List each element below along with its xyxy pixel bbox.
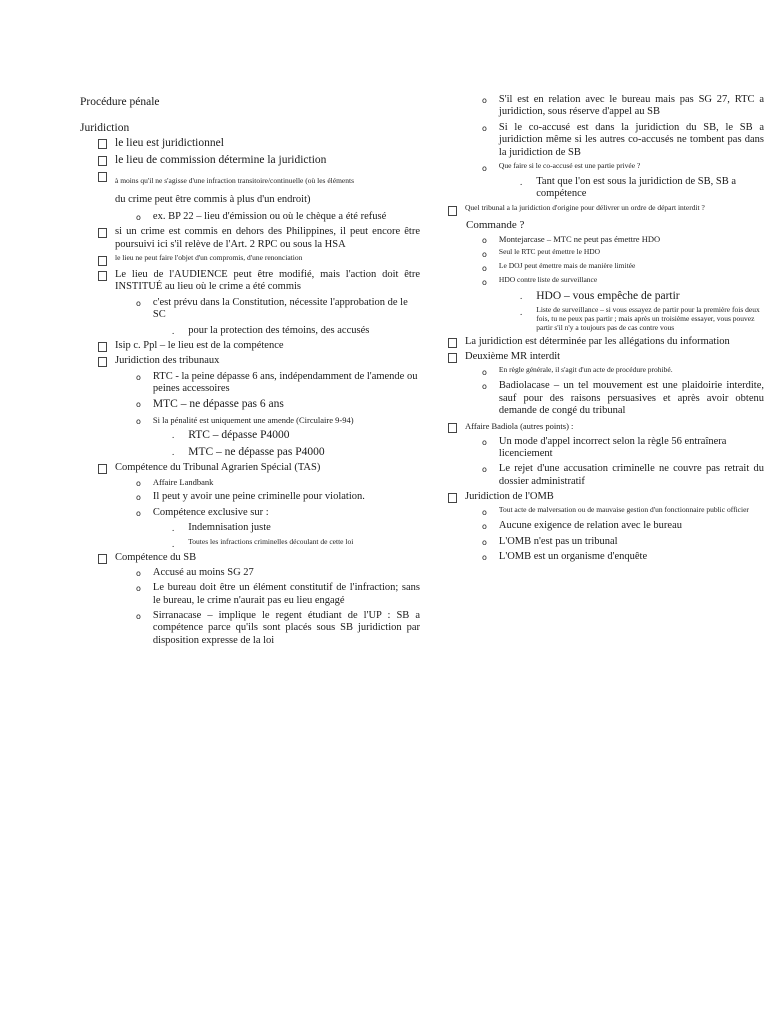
outline-item-text: Affaire Badiola (autres points) : [465,420,574,431]
outline-item [448,506,764,517]
square-bullet-icon [98,172,107,182]
outline-item [80,254,420,266]
outline-item-text: c'est prévu dans la Constitution, nécessite l'approbation de le SC [152,296,408,321]
circle-bullet-icon: o [482,263,487,273]
square-bullet-icon [98,342,107,352]
outline-item-text: Compétence du Tribunal Agrarien Spécial (TAS) [115,462,321,474]
circle-bullet-icon: o [482,382,487,392]
square-bullet-icon [448,493,457,503]
outline-item [80,137,420,151]
outline-item [80,582,420,607]
outline-item-text: Liste de surveillance – si vous essayez de partir pour la première fois deux fois, tu ne peux pas partir ; mais après un troisième essayer, vous pouvez partir s'il n'y a toujours pas de cas contre vous [536,305,760,332]
outline-item-text: Montejarcase – MTC ne peut pas émettre HDO [498,233,661,244]
outline-item-text: Que faire si le co-accusé est une partie privée ? [498,160,641,170]
square-bullet-icon [98,271,107,281]
square-bullet-icon [448,338,457,348]
square-bullet-icon [448,206,457,216]
circle-bullet-icon: o [136,298,141,308]
outline-item-text: S'il est en relation avec le bureau mais pas SG 27, RTC a juridiction, sous réserve d'appel au SB [498,94,764,118]
right-column [448,94,764,567]
circle-bullet-icon: o [482,123,487,133]
outline-item-text: le lieu ne peut faire l'objet d'un compromis, d'une renonciation [115,253,303,262]
circle-bullet-icon: o [136,612,141,622]
outline-item-text: L'OMB est un organisme d'enquête [498,551,648,563]
outline-item-text: RTC – dépasse P4000 [188,428,290,441]
outline-item [448,463,764,488]
dot-bullet-icon: . [520,290,523,301]
outline-item [448,436,764,461]
outline-item [80,226,420,251]
outline-item-text: Sirranacase – implique le regent étudiant de l'UP : SB a compétence parce qu'ils sont placés sous SB juridiction par disposition expresse de la loi [152,610,420,646]
circle-bullet-icon: o [482,465,487,475]
outline-item [80,462,420,474]
outline-item [80,507,420,519]
outline-item [448,366,764,377]
outline-item [80,398,420,412]
circle-bullet-icon: o [136,416,141,426]
outline-item [448,162,764,173]
outline-item-text: Toutes les infractions criminelles découlant de cette loi [188,536,354,546]
outline-item-text: Affaire Landbank [152,477,214,488]
outline-item [448,176,764,201]
outline-item-text: Compétence exclusive sur : [152,506,269,518]
circle-bullet-icon: o [482,522,487,532]
outline-item [448,306,764,333]
outline-item [448,520,764,532]
left-outline [80,137,420,647]
outline-item [80,340,420,352]
outline-item-text: le lieu de commission détermine la juridiction [115,153,327,166]
outline-item-text: Badiolacase – un tel mouvement est une plaidoirie interdite, sauf pour des raisons persuasives et après avoir obtenu demande de congé du tribunal [498,380,764,417]
outline-item [448,491,764,503]
outline-item-text: Deuxième MR interdit [465,351,561,363]
outline-item-text: Si le co-accusé est dans la juridiction du SB, le SB a juridiction même si les autres co-accusés ne tombent pas dans la juridiction de SB [498,121,764,158]
outline-item-text: Accusé au moins SG 27 [152,566,254,578]
circle-bullet-icon: o [136,479,141,489]
outline-item [448,248,764,259]
outline-item-text: Le rejet d'une accusation criminelle ne couvre pas retrait du dossier administratif [498,463,764,487]
outline-item [448,94,764,119]
circle-bullet-icon: o [482,368,487,378]
outline-item [448,276,764,287]
right-outline [448,94,764,564]
circle-bullet-icon: o [482,537,487,547]
circle-bullet-icon: o [482,235,487,245]
outline-item [448,551,764,563]
document-title: Procédure pénale [80,96,160,108]
outline-item [448,262,764,273]
outline-item [80,154,420,168]
outline-item [80,269,420,294]
outline-item-text: Indemnisation juste [188,522,271,534]
square-bullet-icon [98,464,107,474]
dot-bullet-icon: . [172,325,175,336]
outline-item-text-small: à moins qu'il ne s'agisse d'une infraction transitoire/continuelle (où les éléments [115,176,354,186]
dot-bullet-icon: . [520,307,523,318]
square-bullet-icon [98,357,107,367]
outline-item-text: Isip c. Ppl – le lieu est de la compétence [115,339,284,351]
outline-heading: Commande ? [466,218,525,231]
outline-item [80,610,420,647]
outline-item-text: La juridiction est déterminée par les allégations du information [465,335,730,347]
outline-item [80,538,420,549]
outline-item-text: Quel tribunal a la juridiction d'origine pour délivrer un ordre de départ interdit ? [465,202,705,212]
outline-item [80,211,420,223]
outline-item [448,290,764,304]
circle-bullet-icon: o [482,508,487,518]
square-bullet-icon [98,139,107,149]
outline-item [80,477,420,488]
outline-item [80,170,420,208]
circle-bullet-icon: o [482,96,487,105]
circle-bullet-icon: o [136,584,141,594]
outline-item-text-large: du crime peut être commis à plus d'un endroit) [115,194,311,205]
outline-item [448,351,764,363]
outline-item [448,234,764,245]
outline-item-text: Compétence du SB [115,551,197,563]
dot-bullet-icon: . [520,176,523,187]
outline-item [448,421,764,433]
outline-item [80,491,420,503]
outline-item [80,567,420,579]
dot-bullet-icon: . [172,429,175,440]
dot-bullet-icon: . [172,538,175,549]
outline-item-text: Il peut y avoir une peine criminelle pour violation. [152,491,365,503]
outline-item-text: ex. BP 22 – lieu d'émission ou où le chèque a été refusé [152,210,387,222]
outline-item-text: L'OMB n'est pas un tribunal [498,535,618,547]
outline-item [80,297,420,322]
outline-item-text: Juridiction de l'OMB [465,491,554,503]
outline-item-text: Le bureau doit être un élément constitutif de l'infraction; sans le bureau, le crime n'aurait pas eu lieu engagé [152,582,420,606]
outline-item [80,415,420,426]
outline-item-text: HDO contre liste de surveillance [498,274,598,284]
circle-bullet-icon: o [482,163,487,173]
outline-item-text: RTC - la peine dépasse 6 ans, indépendamment de l'amende ou peines accessoires [152,370,418,394]
outline-item-text: Tant que l'on est sous la juridiction de SB, SB a compétence [536,175,737,200]
square-bullet-icon [98,156,107,166]
outline-item [80,522,420,534]
circle-bullet-icon: o [136,212,141,222]
circle-bullet-icon: o [136,400,141,410]
circle-bullet-icon: o [482,277,487,287]
dot-bullet-icon: . [172,523,175,534]
outline-item-text: Tout acte de malversation ou de mauvaise gestion d'un fonctionnaire public officier [498,505,749,515]
outline-item [448,336,764,348]
outline-item [80,371,420,396]
outline-item [80,446,420,460]
section-title-juridiction: Juridiction [80,122,130,134]
outline-item-text: Le lieu de l'AUDIENCE peut être modifié, mais l'action doit être INSTITUÉ au lieu où le crime a été commis [115,269,420,293]
circle-bullet-icon: o [136,493,141,503]
outline-item-text: Un mode d'appel incorrect selon la règle 56 entraînera licenciement [498,435,727,459]
square-bullet-icon [98,256,107,266]
circle-bullet-icon: o [482,249,487,259]
square-bullet-icon [448,423,457,433]
outline-item-text: si un crime est commis en dehors des Philippines, il peut encore être poursuivi ici s'il relève de l'Art. 2 RPC ou sous la HSA [115,226,420,250]
circle-bullet-icon: o [482,553,487,563]
outline-item-text [115,170,420,208]
circle-bullet-icon: o [136,508,141,518]
outline-item [80,355,420,367]
left-column [80,96,420,650]
outline-item-text: Le DOJ peut émettre mais de manière limitée [498,260,636,270]
outline-item-text: le lieu est juridictionnel [115,137,224,149]
dot-bullet-icon: . [172,446,175,457]
outline-item-text: Juridiction des tribunaux [115,355,220,367]
circle-bullet-icon: o [136,372,141,382]
outline-item [448,204,764,216]
outline-item [80,325,420,337]
outline-item [448,536,764,548]
circle-bullet-icon: o [482,437,487,447]
outline-item-text: pour la protection des témoins, des accusés [188,324,370,336]
outline-item-text: HDO – vous empêche de partir [536,289,680,302]
square-bullet-icon [98,554,107,564]
outline-item [80,429,420,443]
outline-item-text: MTC – ne dépasse pas 6 ans [152,398,284,411]
outline-item [80,552,420,564]
square-bullet-icon [448,353,457,363]
outline-item-text: Si la pénalité est uniquement une amende (Circulaire 9-94) [152,414,354,425]
outline-item-text: Seul le RTC peut émettre le HDO [498,246,601,256]
outline-item-text: Aucune exigence de relation avec le bureau [498,520,682,532]
outline-item [448,122,764,159]
outline-item-text: En règle générale, il s'agit d'un acte de procédure prohibé. [498,365,673,375]
outline-item [448,380,764,417]
outline-item-text: MTC – ne dépasse pas P4000 [188,445,325,458]
square-bullet-icon [98,228,107,238]
circle-bullet-icon: o [136,568,141,578]
